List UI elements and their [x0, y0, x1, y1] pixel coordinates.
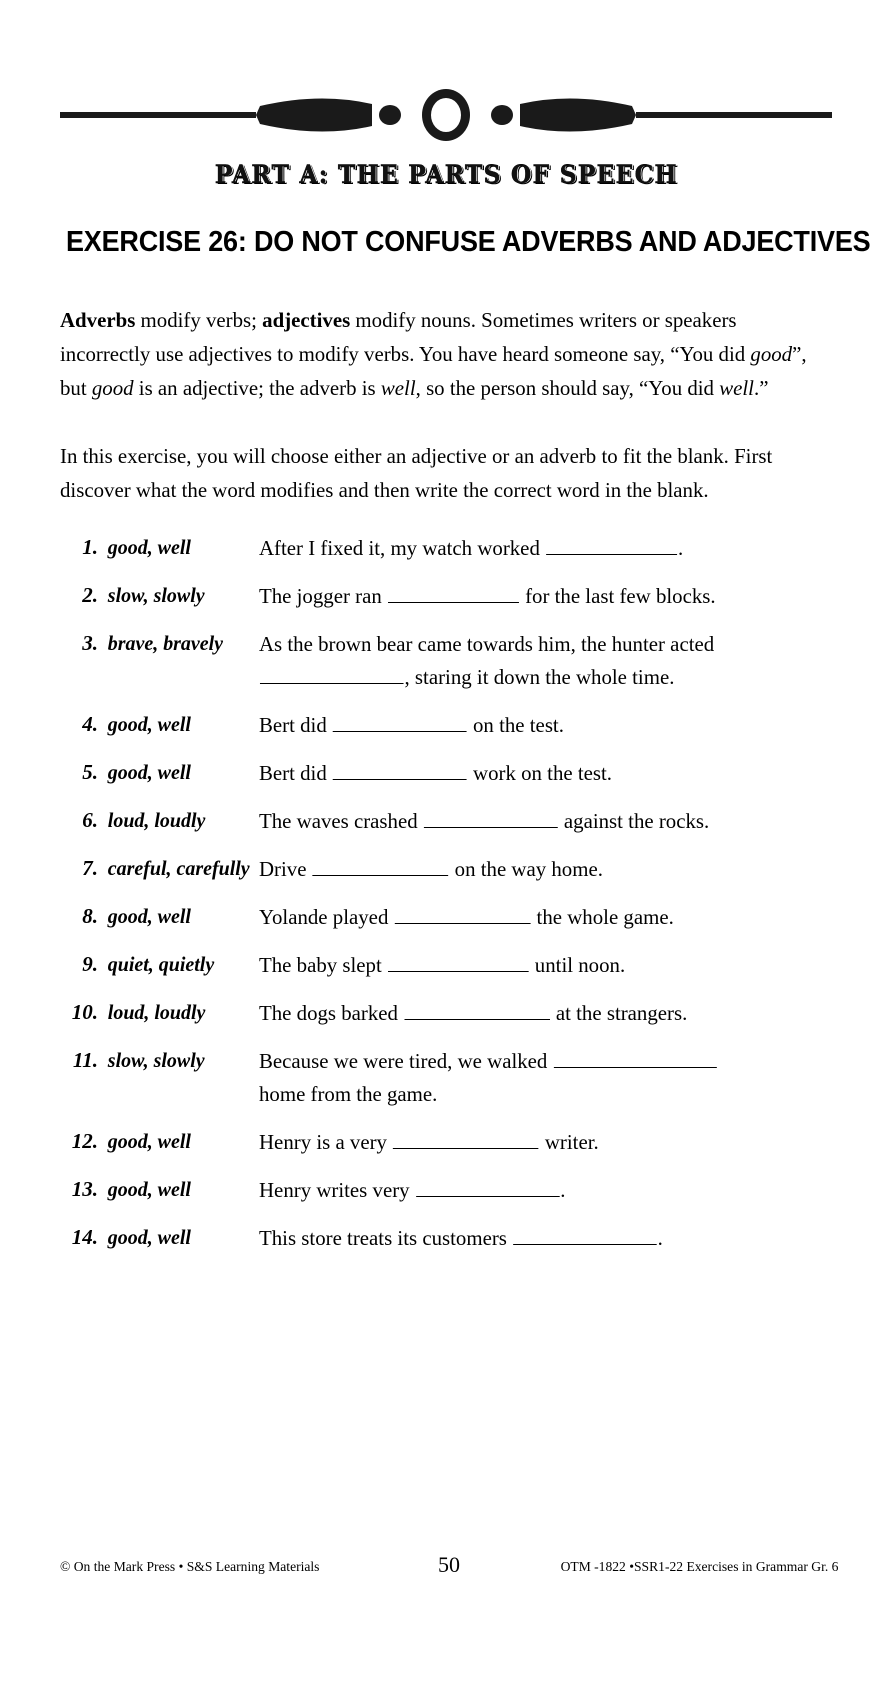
exercise-item: [60, 532, 840, 565]
exercise-item: [60, 853, 840, 886]
sentence-line: [259, 901, 823, 934]
exercise-sentence: [259, 709, 823, 742]
exercise-item: [60, 1126, 840, 1159]
sentence-text-after-blank: writer.: [539, 1130, 599, 1154]
sentence-text-after-blank: at the strangers.: [550, 1001, 688, 1025]
answer-blank[interactable]: [260, 666, 404, 684]
word-choice-pair: loud, loudly: [107, 808, 206, 832]
exercise-number: 6.: [82, 808, 98, 832]
sentence-text-after-blank: .: [677, 536, 684, 560]
sentence-text-after-blank: .: [657, 1226, 663, 1250]
answer-blank[interactable]: [416, 1179, 560, 1197]
exercise-sentence: [259, 1045, 823, 1111]
exercise-item: [60, 1045, 840, 1111]
exercise-sentence: [259, 853, 823, 886]
adjectives-bold: adjectives: [262, 308, 351, 332]
sentence-line: [259, 532, 823, 565]
adverbs-bold: Adverbs: [60, 308, 136, 332]
exercise-sentence: [259, 628, 823, 694]
sentence-text-after-blank: on the test.: [467, 713, 564, 737]
sentence-text-after-blank: against the rocks.: [558, 809, 710, 833]
sentence-line: [259, 1222, 823, 1255]
sentence-line: [259, 1126, 823, 1159]
decorative-divider-icon: [60, 88, 832, 144]
answer-blank[interactable]: [513, 1227, 657, 1245]
page-footer: [60, 1552, 838, 1582]
exercise-sentence: [259, 805, 823, 838]
sentence-text-before-blank: The waves crashed: [259, 809, 423, 833]
sentence-line: [259, 661, 823, 694]
word-choice-pair: slow, slowly: [107, 1048, 205, 1072]
answer-blank[interactable]: [388, 954, 529, 972]
word-choice-pair: brave, bravely: [107, 631, 224, 655]
sentence-line: [259, 805, 823, 838]
exercise-sentence: [259, 1222, 823, 1255]
sentence-line: [259, 628, 823, 661]
intro-p1-line3-a: but: [60, 376, 92, 400]
sentence-text-before-blank: Bert did: [259, 713, 332, 737]
word-choice-pair: good, well: [107, 712, 191, 736]
sentence-line: [259, 1045, 823, 1078]
word-choice-pair: quiet, quietly: [107, 952, 215, 976]
intro-p1-line3-g: .”: [753, 376, 769, 400]
exercise-number: 14.: [71, 1225, 98, 1249]
word-choice-pair: loud, loudly: [107, 1000, 206, 1024]
word-choice-pair: good, well: [107, 535, 191, 559]
sentence-text-before-blank: Drive: [259, 857, 312, 881]
exercise-sentence: [259, 1126, 823, 1159]
sentence-text-after-blank: the whole game.: [531, 905, 674, 929]
intro-p1-line-2: [60, 337, 807, 371]
well-italic-2: well: [719, 376, 754, 400]
intro-p1-line-3: [60, 371, 769, 405]
exercise-item: [60, 949, 840, 982]
word-choice-pair: slow, slowly: [107, 583, 205, 607]
exercise-sentence: [259, 580, 823, 613]
exercise-sentence: [259, 901, 823, 934]
sentence-line: [259, 997, 823, 1030]
exercise-number: 7.: [82, 856, 98, 880]
exercise-number: 12.: [71, 1129, 98, 1153]
exercise-number: 5.: [82, 760, 98, 784]
answer-blank[interactable]: [313, 858, 449, 876]
exercise-number: 1.: [82, 535, 98, 559]
word-choice-pair: good, well: [107, 1225, 191, 1249]
sentence-text-after-blank: on the way home.: [449, 857, 603, 881]
intro-p1-line1-b: modify verbs;: [135, 308, 263, 332]
intro-p1-line1-d: modify nouns. Sometimes writers or speakers: [350, 308, 737, 332]
sentence-text-before-blank: Yolande played: [259, 905, 394, 929]
well-italic-1: well: [380, 376, 416, 400]
exercise-number: 9.: [82, 952, 98, 976]
word-choice-pair: good, well: [107, 1177, 191, 1201]
sentence-text-before-blank: As the brown bear came towards him, the hunter acted: [259, 632, 715, 656]
answer-blank[interactable]: [333, 762, 467, 780]
intro-p2-line-1: In this exercise, you will choose either an adjective or an adverb to fit the blank. First: [60, 444, 773, 468]
answer-blank[interactable]: [393, 1131, 539, 1149]
exercise-item: [60, 628, 840, 694]
sentence-text-before-blank: The jogger ran: [259, 584, 387, 608]
answer-blank[interactable]: [424, 810, 558, 828]
word-choice-pair: good, well: [107, 760, 191, 784]
sentence-text-before-blank: Bert did: [259, 761, 332, 785]
footer-product-code: OTM -1822 •SSR1-22 Exercises in Grammar Gr. 6: [560, 1560, 838, 1575]
exercise-item: [60, 805, 840, 838]
intro-p1-line2-a: incorrectly use adjectives to modify verbs. You have heard someone say, “You did: [60, 342, 751, 366]
part-title-text: PART A: THE PARTS OF SPEECH: [215, 160, 678, 189]
answer-blank[interactable]: [333, 714, 467, 732]
intro-paragraph-2: [60, 439, 773, 507]
exercise-item: [60, 757, 840, 790]
part-title: [0, 160, 893, 189]
sentence-line: [259, 1078, 823, 1111]
exercise-number: 3.: [82, 631, 98, 655]
answer-blank[interactable]: [554, 1050, 717, 1068]
answer-blank[interactable]: [395, 906, 531, 924]
sentence-text-before-blank: Henry writes very: [259, 1178, 415, 1202]
intro-p1-line-1: [60, 303, 737, 337]
answer-blank[interactable]: [546, 537, 677, 555]
exercise-sentence: [259, 997, 823, 1030]
word-choice-pair: careful, carefully: [107, 856, 250, 880]
exercise-number: 11.: [72, 1048, 98, 1072]
sentence-text-after-blank: until noon.: [529, 953, 626, 977]
exercise-item: [60, 997, 840, 1030]
exercise-sentence: [259, 532, 823, 565]
exercise-item: [60, 580, 840, 613]
footer-publisher: © On the Mark Press • S&S Learning Materials: [60, 1560, 320, 1575]
sentence-line: [259, 853, 823, 886]
good-italic-2: good: [91, 376, 134, 400]
sentence-text-before-blank: home from the game.: [259, 1082, 438, 1106]
exercise-number: 8.: [82, 904, 98, 928]
sentence-text-before-blank: The baby slept: [259, 953, 387, 977]
exercise-list: [60, 532, 840, 1270]
exercise-number: 10.: [71, 1000, 98, 1024]
sentence-text-before-blank: This store treats its customers: [259, 1226, 513, 1250]
word-choice-pair: good, well: [107, 1129, 191, 1153]
sentence-text-before-blank: After I fixed it, my watch worked: [259, 536, 546, 560]
sentence-text-after-blank: .: [560, 1178, 566, 1202]
intro-p2-line-2: discover what the word modifies and then write the correct word in the blank.: [60, 478, 709, 502]
sentence-text-after-blank: for the last few blocks.: [519, 584, 716, 608]
sentence-text-before-blank: Because we were tired, we walked: [259, 1049, 553, 1073]
sentence-text-after-blank: work on the test.: [467, 761, 613, 785]
exercise-item: [60, 1222, 840, 1255]
sentence-text-before-blank: The dogs barked: [259, 1001, 404, 1025]
intro-p1-line3-e: , so the person should say, “You did: [415, 376, 720, 400]
sentence-line: [259, 757, 823, 790]
intro-paragraph-1: [60, 303, 807, 405]
footer-page-number: 50: [438, 1552, 460, 1577]
exercise-number: 2.: [82, 583, 98, 607]
intro-p1-line2-c: ”,: [792, 342, 807, 366]
sentence-line: [259, 709, 823, 742]
answer-blank[interactable]: [404, 1002, 550, 1020]
exercise-title: EXERCISE 26: DO NOT CONFUSE ADVERBS AND ADJECTIVES: [66, 226, 871, 258]
sentence-line: [259, 1174, 823, 1207]
exercise-item: [60, 709, 840, 742]
sentence-text-after-blank: , staring it down the whole time.: [404, 665, 675, 689]
sentence-text-before-blank: Henry is a very: [259, 1130, 393, 1154]
word-choice-pair: good, well: [107, 904, 191, 928]
intro-p1-line3-c: is an adjective; the adverb is: [133, 376, 381, 400]
exercise-sentence: [259, 1174, 823, 1207]
exercise-item: [60, 1174, 840, 1207]
exercise-number: 13.: [71, 1177, 98, 1201]
sentence-line: [259, 580, 823, 613]
exercise-number: 4.: [82, 712, 98, 736]
exercise-item: [60, 901, 840, 934]
sentence-line: [259, 949, 823, 982]
exercise-sentence: [259, 757, 823, 790]
exercise-sentence: [259, 949, 823, 982]
good-italic-1: good: [750, 342, 793, 366]
answer-blank[interactable]: [388, 585, 519, 603]
